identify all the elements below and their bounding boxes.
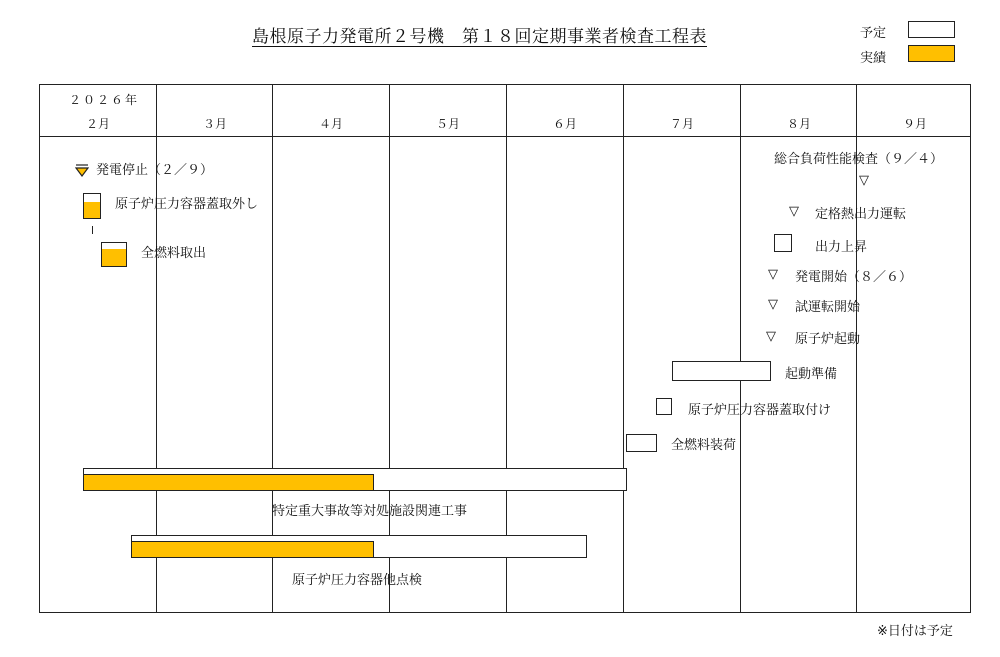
lid-removal-bar <box>83 193 101 219</box>
month-divider <box>623 85 624 612</box>
fuel-removal-label: 全燃料取出 <box>141 246 207 261</box>
power-start-label: 発電開始（８／６） <box>795 270 913 285</box>
month-divider <box>506 85 507 612</box>
startup-prep-bar <box>672 361 771 381</box>
fuel-removal-bar <box>101 242 127 267</box>
month-divider <box>740 85 741 612</box>
rpv-other-actual-bar <box>131 541 374 558</box>
power-up-label: 出力上昇 <box>815 240 868 255</box>
legend-actual-label: 実績 <box>860 51 887 66</box>
load-test-triangle-icon: ▽ <box>859 173 869 188</box>
connector-line <box>92 226 93 234</box>
legend-plan-label: 予定 <box>860 26 887 41</box>
month-divider <box>389 85 390 612</box>
shutdown-triangle-icon <box>75 164 89 177</box>
footnote: ※日付は予定 <box>877 624 953 639</box>
sa-work-actual-bar <box>83 474 374 491</box>
page-title: 島根原子力発電所２号機 第１８回定期事業者検査工程表 <box>252 27 707 47</box>
startup-prep-label: 起動準備 <box>785 367 838 382</box>
month-label-jul: ７月 <box>669 117 694 131</box>
power-start-triangle-icon: ▽ <box>768 267 778 282</box>
month-label-apr: ４月 <box>318 117 343 131</box>
load-test-label: 総合負荷性能検査（９／４） <box>774 152 944 167</box>
lid-removal-label: 原子炉圧力容器蓋取外し <box>115 197 259 212</box>
fuel-removal-actual-fill <box>102 249 126 266</box>
trial-start-triangle-icon: ▽ <box>768 297 778 312</box>
month-label-mar: ３月 <box>202 117 227 131</box>
lid-install-label: 原子炉圧力容器蓋取付け <box>688 403 832 418</box>
legend-actual-swatch <box>908 45 955 62</box>
power-up-bar <box>774 234 792 252</box>
rpv-other-label: 原子炉圧力容器他点検 <box>292 573 423 588</box>
fuel-loading-label: 全燃料装荷 <box>671 438 737 453</box>
lid-install-bar <box>656 398 672 415</box>
sa-work-label: 特定重大事故等対処施設関連工事 <box>272 504 468 519</box>
shutdown-label: 発電停止（２／９） <box>96 163 214 178</box>
header-divider <box>40 136 970 137</box>
lid-removal-actual-fill <box>84 202 100 218</box>
month-label-feb: ２月 <box>85 117 110 131</box>
reactor-start-triangle-icon: ▽ <box>766 329 776 344</box>
rated-operation-triangle-icon: ▽ <box>789 204 799 219</box>
month-label-sep: ９月 <box>902 117 927 131</box>
rated-operation-label: 定格熱出力運転 <box>815 207 907 222</box>
month-label-aug: ８月 <box>786 117 811 131</box>
legend-plan-swatch <box>908 21 955 38</box>
month-label-jun: ６月 <box>552 117 577 131</box>
year-label: ２０２６年 <box>68 93 139 107</box>
month-label-may: ５月 <box>435 117 460 131</box>
month-divider <box>272 85 273 612</box>
trial-start-label: 試運転開始 <box>795 300 861 315</box>
reactor-start-label: 原子炉起動 <box>795 332 861 347</box>
fuel-loading-bar <box>626 434 657 452</box>
